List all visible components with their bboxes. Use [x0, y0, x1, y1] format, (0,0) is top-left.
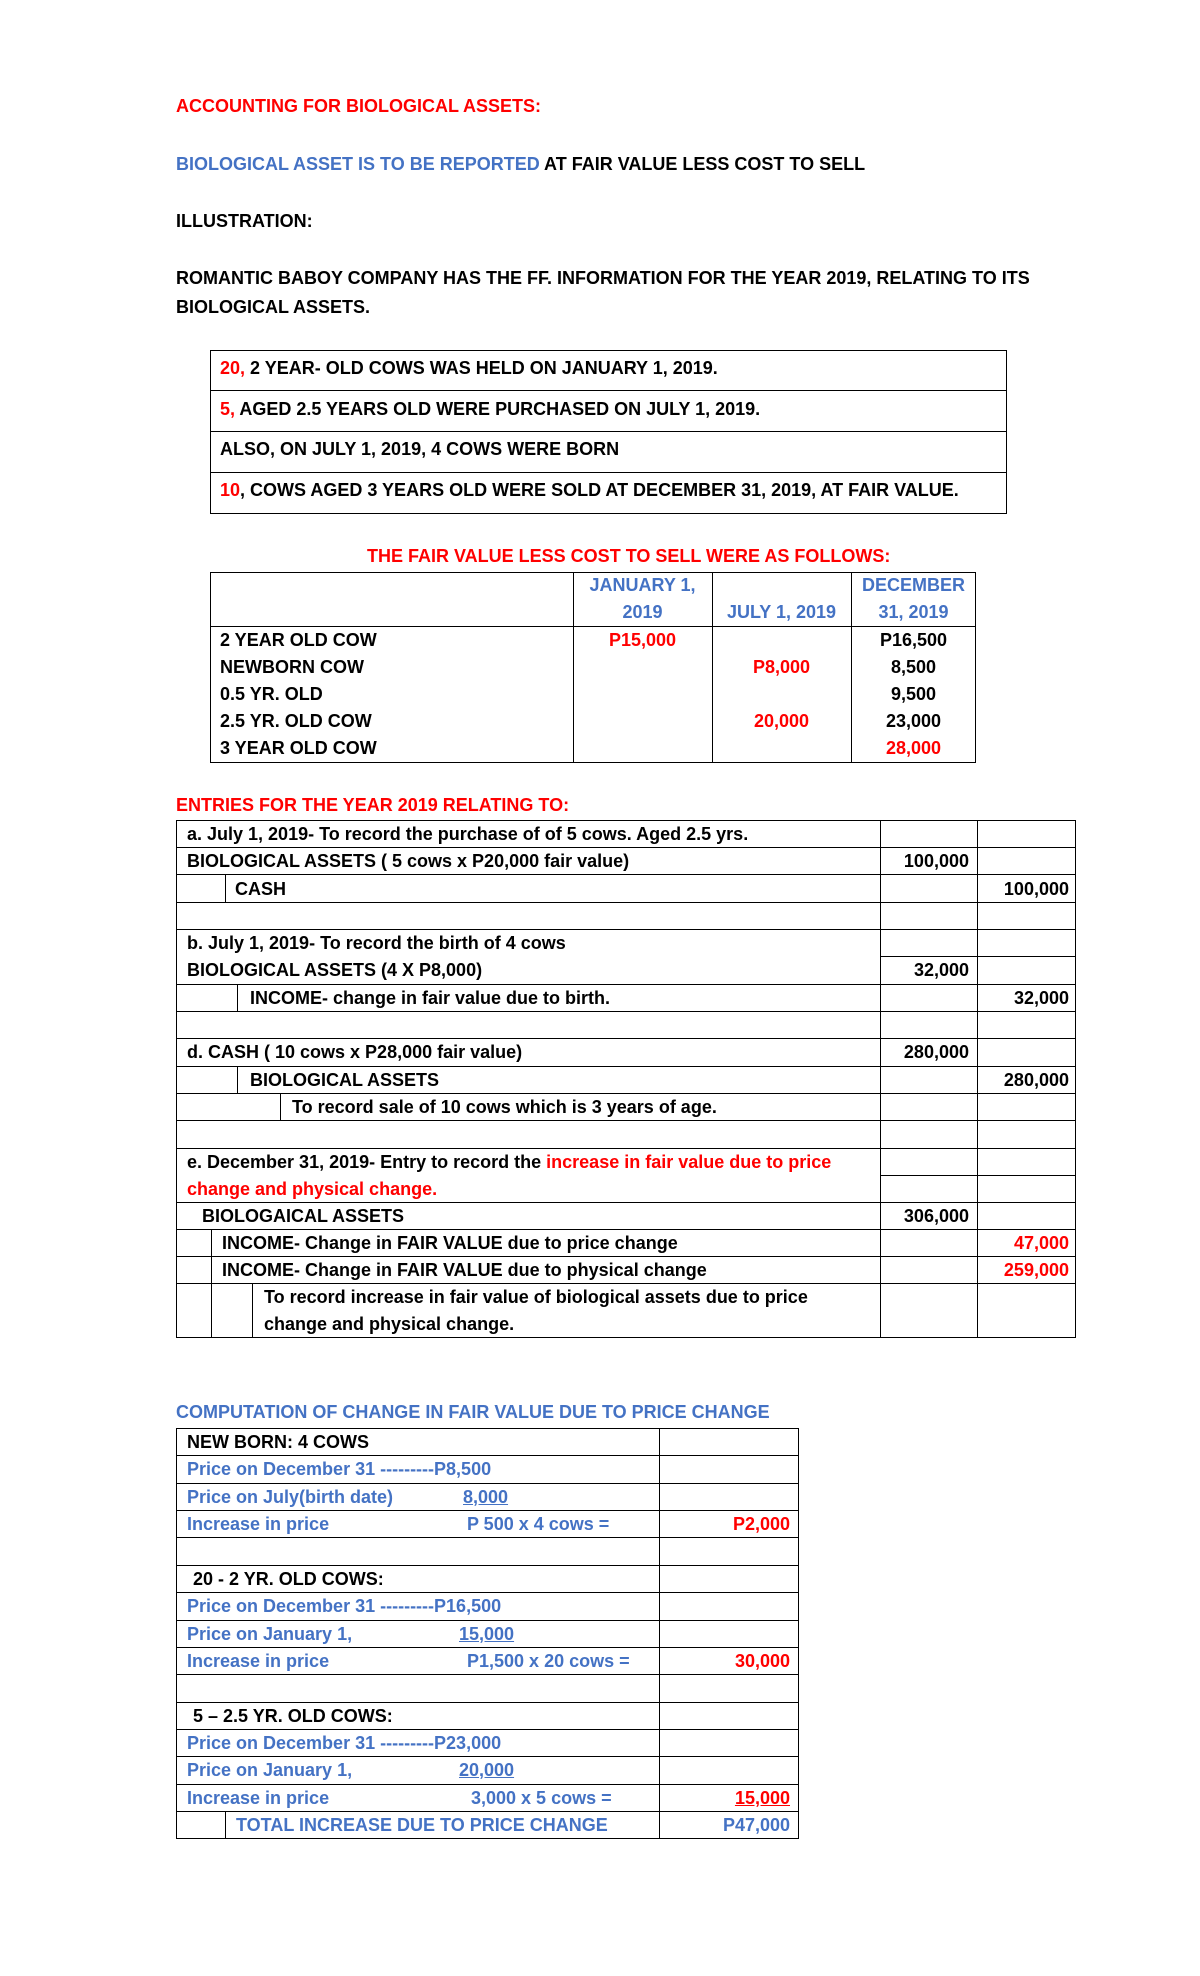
fv-cell: P15,000 [608, 630, 677, 650]
fact-row: 20, 2 YEAR- OLD COWS WAS HELD ON JANUARY 1, 2019. [220, 358, 718, 378]
group-3-amount: 15,000 [734, 1788, 790, 1808]
fact-row: 5, AGED 2.5 YEARS OLD WERE PURCHASED ON JULY 1, 2019. [220, 399, 761, 419]
fv-table-title: THE FAIR VALUE LESS COST TO SELL WERE AS FOLLOWS: [367, 546, 891, 566]
entries-title: ENTRIES FOR THE YEAR 2019 RELATING TO: [176, 795, 570, 815]
fv-cell: P16,500 [879, 630, 948, 650]
principle-part-1: BIOLOGICAL ASSET IS TO BE REPORTED [176, 154, 540, 174]
computation-title: COMPUTATION OF CHANGE IN FAIR VALUE DUE TO PRICE CHANGE [176, 1402, 770, 1422]
entry-e-note-2: change and physical change. [264, 1314, 515, 1334]
group-1-line-1: Price on December 31 ---------P8,500 [187, 1459, 492, 1479]
fv-cell: P8,000 [752, 657, 811, 677]
fv-cell: 20,000 [753, 711, 810, 731]
principle-part-2: AT FAIR VALUE LESS COST TO SELL [539, 154, 866, 174]
entry-b-debit: BIOLOGICAL ASSETS (4 X P8,000) [187, 960, 483, 980]
illustration-label: ILLUSTRATION: [176, 211, 313, 231]
principle-statement [176, 154, 865, 175]
entry-b-description: b. July 1, 2019- To record the birth of 4 cows [187, 933, 566, 953]
group-3-line-2-value: 20,000 [459, 1760, 515, 1780]
header-january-year: 2019 [622, 602, 663, 622]
entry-e-description-2: change and physical change. [187, 1179, 438, 1199]
group-1-line-3-calc: P 500 x 4 cows = [467, 1514, 610, 1534]
intro-line-2: BIOLOGICAL ASSETS. [176, 297, 371, 317]
group-2-line-3-label: Increase in price [187, 1651, 330, 1671]
fact-row: ALSO, ON JULY 1, 2019, 4 COWS WERE BORN [220, 439, 620, 459]
total-amount: P47,000 [722, 1815, 790, 1835]
group-2-line-3-calc: P1,500 x 20 cows = [467, 1651, 630, 1671]
entry-d-credit-amount: 280,000 [1003, 1070, 1069, 1090]
entry-d-debit: d. CASH ( 10 cows x P28,000 fair value) [187, 1042, 523, 1062]
entry-e-credit-1: INCOME- Change in FAIR VALUE due to price change [222, 1233, 678, 1253]
group-1-line-2-label: Price on July(birth date) [187, 1487, 394, 1507]
fv-row-label: 0.5 YR. OLD [220, 684, 323, 704]
header-december-year: 31, 2019 [878, 602, 949, 622]
fv-row-label: 3 YEAR OLD COW [220, 738, 377, 758]
group-3-line-3-label: Increase in price [187, 1788, 330, 1808]
group-1-heading: NEW BORN: 4 COWS [187, 1432, 369, 1452]
group-2-heading: 20 - 2 YR. OLD COWS: [193, 1569, 384, 1589]
entry-a-description: a. July 1, 2019- To record the purchase of of 5 cows. Aged 2.5 yrs. [187, 824, 749, 844]
fv-cell: 28,000 [885, 738, 942, 758]
entry-d-credit: BIOLOGICAL ASSETS [250, 1070, 440, 1090]
entry-a-debit: BIOLOGICAL ASSETS ( 5 cows x P20,000 fair value) [187, 851, 630, 871]
entry-a-debit-amount: 100,000 [903, 851, 969, 871]
fv-row-label: 2.5 YR. OLD COW [220, 711, 372, 731]
group-1-amount: P2,000 [732, 1514, 790, 1534]
fv-row-label: NEWBORN COW [220, 657, 364, 677]
entry-b-debit-amount: 32,000 [913, 960, 969, 980]
entry-a-credit: CASH [235, 879, 287, 899]
total-label: TOTAL INCREASE DUE TO PRICE CHANGE [236, 1815, 608, 1835]
entry-e-credit-2-amount: 259,000 [1003, 1260, 1069, 1280]
group-2-line-2-value: 15,000 [459, 1624, 515, 1644]
fact-row: 10, COWS AGED 3 YEARS OLD WERE SOLD AT DECEMBER 31, 2019, AT FAIR VALUE. [220, 480, 959, 500]
group-3-line-1: Price on December 31 ---------P23,000 [187, 1733, 502, 1753]
group-1-line-2-value: 8,000 [463, 1487, 509, 1507]
header-july: JULY 1, 2019 [726, 602, 837, 622]
group-3-line-3-calc: 3,000 x 5 cows = [471, 1788, 612, 1808]
entry-a-credit-amount: 100,000 [1003, 879, 1069, 899]
entry-e-credit-1-amount: 47,000 [1013, 1233, 1069, 1253]
entry-e-note-1: To record increase in fair value of biological assets due to price [264, 1287, 808, 1307]
fv-cell: 8,500 [890, 657, 937, 677]
header-january: JANUARY 1, [589, 575, 696, 595]
entry-e-credit-2: INCOME- Change in FAIR VALUE due to physical change [222, 1260, 707, 1280]
fv-cell: 9,500 [890, 684, 937, 704]
fv-cell: 23,000 [885, 711, 942, 731]
group-2-line-1: Price on December 31 ---------P16,500 [187, 1596, 502, 1616]
intro-line-1: ROMANTIC BABOY COMPANY HAS THE FF. INFORMATION FOR THE YEAR 2019, RELATING TO ITS [176, 268, 1030, 288]
entry-d-debit-amount: 280,000 [903, 1042, 969, 1062]
group-2-amount: 30,000 [734, 1651, 790, 1671]
header-december: DECEMBER [861, 575, 965, 595]
entry-b-credit: INCOME- change in fair value due to birth. [250, 988, 611, 1008]
group-1-line-3-label: Increase in price [187, 1514, 330, 1534]
entry-e-debit-amount: 306,000 [903, 1206, 969, 1226]
fv-row-label: 2 YEAR OLD COW [220, 630, 377, 650]
group-2-line-2-label: Price on January 1, [187, 1624, 353, 1644]
entry-e-debit: BIOLOGAICAL ASSETS [202, 1206, 405, 1226]
group-3-line-2-label: Price on January 1, [187, 1760, 353, 1780]
section-heading: ACCOUNTING FOR BIOLOGICAL ASSETS: [176, 96, 542, 116]
entry-b-credit-amount: 32,000 [1013, 988, 1069, 1008]
group-3-heading: 5 – 2.5 YR. OLD COWS: [193, 1706, 393, 1726]
entry-e-description: e. December 31, 2019- Entry to record the increase in fair value due to price [187, 1152, 832, 1172]
entry-d-note: To record sale of 10 cows which is 3 years of age. [292, 1097, 717, 1117]
